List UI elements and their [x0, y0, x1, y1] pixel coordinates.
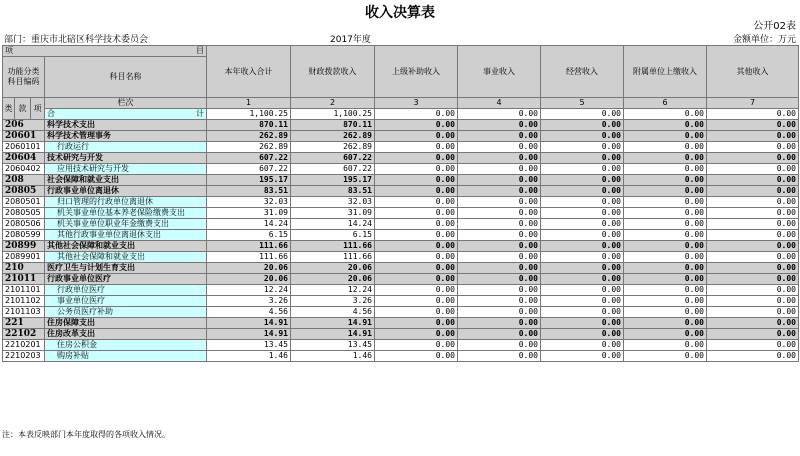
table-row [3, 274, 799, 285]
table-row [3, 120, 799, 131]
row-value-2: 3.26 [291, 296, 375, 307]
income-table [2, 45, 799, 362]
total-label [45, 109, 207, 120]
row-subject-name: 公务员医疗补助 [45, 307, 207, 318]
row-value-3: 0.00 [375, 164, 458, 175]
row-value-1: 111.66 [207, 252, 291, 263]
row-value-1: 3.26 [207, 296, 291, 307]
row-value-2: 111.66 [291, 252, 375, 263]
row-subject-name: 购房补贴 [45, 351, 207, 362]
row-value-3: 0.00 [375, 175, 458, 186]
row-code: 2080505 [3, 208, 45, 219]
row-value-7: 0.00 [707, 263, 799, 274]
row-value-1: 14.91 [207, 329, 291, 340]
row-code: 2080506 [3, 219, 45, 230]
row-value-3: 0.00 [375, 197, 458, 208]
total-ji: 计 [196, 109, 204, 118]
row-code: 221 [3, 318, 45, 329]
table-row [3, 263, 799, 274]
header-func-code: 功能分类科目编码 [3, 57, 45, 98]
row-value-1: 14.91 [207, 318, 291, 329]
header-xiang2: 项 [31, 98, 45, 120]
row-value-2: 14.91 [291, 318, 375, 329]
header-col-6: 附属单位上缴收入 [624, 46, 707, 98]
row-value-5: 0.00 [541, 186, 624, 197]
row-code: 2101102 [3, 296, 45, 307]
colnum-2: 2 [291, 98, 375, 109]
row-value-3: 0.00 [375, 219, 458, 230]
row-value-5: 0.00 [541, 120, 624, 131]
row-value-1: 20.06 [207, 274, 291, 285]
table-row [3, 131, 799, 142]
row-value-6: 0.00 [624, 329, 707, 340]
total-he: 合 [47, 109, 55, 118]
row-value-5: 0.00 [541, 230, 624, 241]
row-value-1: 83.51 [207, 186, 291, 197]
row-value-3: 0.00 [375, 208, 458, 219]
row-value-6: 0.00 [624, 307, 707, 318]
row-value-1: 607.22 [207, 153, 291, 164]
row-value-5: 0.00 [541, 252, 624, 263]
row-value-4: 0.00 [458, 329, 541, 340]
meta-row [4, 32, 796, 44]
row-value-6: 0.00 [624, 263, 707, 274]
header-kuan: 款 [15, 98, 31, 120]
row-value-5: 0.00 [541, 164, 624, 175]
header-row-top [3, 46, 799, 57]
row-value-7: 0.00 [707, 175, 799, 186]
row-value-7: 0.00 [707, 208, 799, 219]
total-value-7: 0.00 [707, 109, 799, 120]
row-value-3: 0.00 [375, 285, 458, 296]
total-value-1: 1,100.25 [207, 109, 291, 120]
row-value-5: 0.00 [541, 142, 624, 153]
row-value-4: 0.00 [458, 120, 541, 131]
row-value-4: 0.00 [458, 219, 541, 230]
row-subject-name: 其他社会保障和就业支出 [45, 252, 207, 263]
row-value-7: 0.00 [707, 153, 799, 164]
row-subject-name: 行政单位医疗 [45, 285, 207, 296]
table-row [3, 351, 799, 362]
row-value-7: 0.00 [707, 230, 799, 241]
row-value-5: 0.00 [541, 340, 624, 351]
footnote: 注：本表反映部门本年度取得的各项收入情况。 [2, 430, 170, 439]
row-value-6: 0.00 [624, 219, 707, 230]
table-row [3, 142, 799, 153]
header-xiang: 项 [5, 46, 13, 55]
row-value-1: 195.17 [207, 175, 291, 186]
row-value-4: 0.00 [458, 175, 541, 186]
fiscal-year: 2017年度 [330, 35, 371, 45]
row-value-5: 0.00 [541, 318, 624, 329]
row-code: 2101101 [3, 285, 45, 296]
row-value-4: 0.00 [458, 307, 541, 318]
table-row [3, 318, 799, 329]
row-code: 22102 [3, 329, 45, 340]
row-code: 206 [3, 120, 45, 131]
row-value-6: 0.00 [624, 252, 707, 263]
row-value-4: 0.00 [458, 142, 541, 153]
row-subject-name: 医疗卫生与计划生育支出 [45, 263, 207, 274]
row-code: 20899 [3, 241, 45, 252]
row-subject-name: 住房公积金 [45, 340, 207, 351]
row-code: 2210201 [3, 340, 45, 351]
row-value-3: 0.00 [375, 153, 458, 164]
row-code: 2060101 [3, 142, 45, 153]
row-value-6: 0.00 [624, 351, 707, 362]
report-title: 收入决算表 [365, 5, 435, 21]
table-row [3, 175, 799, 186]
department-label: 部门：重庆市北碚区科学技术委员会 [4, 35, 149, 45]
table-row [3, 307, 799, 318]
row-value-5: 0.00 [541, 351, 624, 362]
row-value-3: 0.00 [375, 351, 458, 362]
row-value-7: 0.00 [707, 329, 799, 340]
row-value-4: 0.00 [458, 274, 541, 285]
row-value-4: 0.00 [458, 186, 541, 197]
row-value-2: 195.17 [291, 175, 375, 186]
row-value-2: 31.09 [291, 208, 375, 219]
row-value-7: 0.00 [707, 318, 799, 329]
row-value-1: 20.06 [207, 263, 291, 274]
row-value-5: 0.00 [541, 197, 624, 208]
row-value-5: 0.00 [541, 153, 624, 164]
amount-unit: 金额单位：万元 [732, 35, 796, 45]
header-xiang-mu [3, 46, 207, 57]
row-value-7: 0.00 [707, 241, 799, 252]
row-value-4: 0.00 [458, 252, 541, 263]
row-value-1: 4.56 [207, 307, 291, 318]
row-value-4: 0.00 [458, 296, 541, 307]
row-value-3: 0.00 [375, 186, 458, 197]
row-subject-name: 归口管理的行政单位离退休 [45, 197, 207, 208]
row-value-4: 0.00 [458, 340, 541, 351]
row-value-4: 0.00 [458, 197, 541, 208]
table-row [3, 153, 799, 164]
row-code: 21011 [3, 274, 45, 285]
row-subject-name: 行政运行 [45, 142, 207, 153]
row-code: 2101103 [3, 307, 45, 318]
row-value-7: 0.00 [707, 340, 799, 351]
total-row [3, 109, 799, 120]
row-value-3: 0.00 [375, 241, 458, 252]
row-code: 2210203 [3, 351, 45, 362]
row-value-7: 0.00 [707, 252, 799, 263]
header-subject-name: 科目名称 [45, 57, 207, 98]
row-value-1: 14.24 [207, 219, 291, 230]
row-subject-name: 社会保障和就业支出 [45, 175, 207, 186]
row-value-7: 0.00 [707, 164, 799, 175]
row-value-2: 262.89 [291, 142, 375, 153]
row-subject-name: 科学技术管理事务 [45, 131, 207, 142]
row-value-6: 0.00 [624, 120, 707, 131]
table-row [3, 252, 799, 263]
colnum-7: 7 [707, 98, 799, 109]
row-value-3: 0.00 [375, 296, 458, 307]
colnum-4: 4 [458, 98, 541, 109]
table-row [3, 329, 799, 340]
row-subject-name: 应用技术研究与开发 [45, 164, 207, 175]
row-value-1: 1.46 [207, 351, 291, 362]
row-value-6: 0.00 [624, 153, 707, 164]
row-value-2: 14.91 [291, 329, 375, 340]
header-col-2: 财政拨款收入 [291, 46, 375, 98]
row-value-5: 0.00 [541, 307, 624, 318]
row-value-2: 32.03 [291, 197, 375, 208]
row-code: 208 [3, 175, 45, 186]
row-value-6: 0.00 [624, 142, 707, 153]
row-code: 2089901 [3, 252, 45, 263]
row-value-2: 13.45 [291, 340, 375, 351]
row-value-1: 870.11 [207, 120, 291, 131]
row-subject-name: 其他社会保障和就业支出 [45, 241, 207, 252]
row-code: 2080599 [3, 230, 45, 241]
row-subject-name: 行政事业单位医疗 [45, 274, 207, 285]
total-value-5: 0.00 [541, 109, 624, 120]
colnum-3: 3 [375, 98, 458, 109]
row-code: 20601 [3, 131, 45, 142]
total-value-4: 0.00 [458, 109, 541, 120]
row-subject-name: 技术研究与开发 [45, 153, 207, 164]
row-code: 210 [3, 263, 45, 274]
row-subject-name: 住房保障支出 [45, 318, 207, 329]
row-value-3: 0.00 [375, 252, 458, 263]
data-rows [3, 120, 799, 362]
row-value-3: 0.00 [375, 263, 458, 274]
row-value-1: 32.03 [207, 197, 291, 208]
row-value-1: 262.89 [207, 131, 291, 142]
row-value-7: 0.00 [707, 274, 799, 285]
header-col-5: 经营收入 [541, 46, 624, 98]
row-value-5: 0.00 [541, 274, 624, 285]
table-row [3, 219, 799, 230]
row-value-5: 0.00 [541, 296, 624, 307]
total-value-6: 0.00 [624, 109, 707, 120]
table-row [3, 186, 799, 197]
row-value-4: 0.00 [458, 263, 541, 274]
row-value-4: 0.00 [458, 230, 541, 241]
row-value-6: 0.00 [624, 230, 707, 241]
row-code: 2080501 [3, 197, 45, 208]
row-value-7: 0.00 [707, 219, 799, 230]
row-value-2: 12.24 [291, 285, 375, 296]
row-value-4: 0.00 [458, 241, 541, 252]
table-row [3, 197, 799, 208]
row-value-3: 0.00 [375, 318, 458, 329]
row-value-4: 0.00 [458, 351, 541, 362]
row-subject-name: 科学技术支出 [45, 120, 207, 131]
total-value-3: 0.00 [375, 109, 458, 120]
row-value-6: 0.00 [624, 296, 707, 307]
header-col-1: 本年收入合计 [207, 46, 291, 98]
row-value-7: 0.00 [707, 307, 799, 318]
row-value-3: 0.00 [375, 131, 458, 142]
row-value-6: 0.00 [624, 175, 707, 186]
row-value-2: 20.06 [291, 263, 375, 274]
row-value-3: 0.00 [375, 329, 458, 340]
row-value-6: 0.00 [624, 208, 707, 219]
colnum-1: 1 [207, 98, 291, 109]
row-value-3: 0.00 [375, 340, 458, 351]
table-row [3, 230, 799, 241]
row-value-7: 0.00 [707, 142, 799, 153]
row-value-5: 0.00 [541, 329, 624, 340]
row-subject-name: 行政事业单位离退休 [45, 186, 207, 197]
total-value-2: 1,100.25 [291, 109, 375, 120]
table-row [3, 296, 799, 307]
row-subject-name: 机关事业单位职业年金缴费支出 [45, 219, 207, 230]
row-value-5: 0.00 [541, 175, 624, 186]
row-value-2: 4.56 [291, 307, 375, 318]
row-value-2: 1.46 [291, 351, 375, 362]
row-value-1: 111.66 [207, 241, 291, 252]
row-value-6: 0.00 [624, 340, 707, 351]
row-value-5: 0.00 [541, 241, 624, 252]
table-row [3, 208, 799, 219]
table-row [3, 164, 799, 175]
row-value-6: 0.00 [624, 164, 707, 175]
row-value-4: 0.00 [458, 153, 541, 164]
row-value-7: 0.00 [707, 186, 799, 197]
row-value-1: 13.45 [207, 340, 291, 351]
row-value-2: 83.51 [291, 186, 375, 197]
header-col-4: 事业收入 [458, 46, 541, 98]
row-value-1: 607.22 [207, 164, 291, 175]
row-value-7: 0.00 [707, 296, 799, 307]
row-value-2: 111.66 [291, 241, 375, 252]
row-value-1: 12.24 [207, 285, 291, 296]
row-subject-name: 事业单位医疗 [45, 296, 207, 307]
header-lei: 类 [3, 98, 15, 120]
row-value-4: 0.00 [458, 208, 541, 219]
row-value-4: 0.00 [458, 164, 541, 175]
row-value-4: 0.00 [458, 131, 541, 142]
row-value-5: 0.00 [541, 131, 624, 142]
table-row [3, 241, 799, 252]
row-subject-name: 机关事业单位基本养老保险缴费支出 [45, 208, 207, 219]
row-value-2: 262.89 [291, 131, 375, 142]
row-value-7: 0.00 [707, 197, 799, 208]
colnum-5: 5 [541, 98, 624, 109]
row-value-3: 0.00 [375, 120, 458, 131]
header-row-lanci [3, 98, 799, 109]
row-value-2: 14.24 [291, 219, 375, 230]
row-code: 2060402 [3, 164, 45, 175]
row-value-6: 0.00 [624, 241, 707, 252]
row-value-5: 0.00 [541, 263, 624, 274]
table-row [3, 285, 799, 296]
row-value-2: 20.06 [291, 274, 375, 285]
row-value-5: 0.00 [541, 219, 624, 230]
row-value-2: 607.22 [291, 153, 375, 164]
row-subject-name: 其他行政事业单位离退休支出 [45, 230, 207, 241]
row-value-6: 0.00 [624, 186, 707, 197]
row-value-3: 0.00 [375, 307, 458, 318]
row-value-1: 6.15 [207, 230, 291, 241]
form-code: 公开02表 [753, 21, 796, 32]
table-row [3, 340, 799, 351]
row-subject-name: 住房改革支出 [45, 329, 207, 340]
row-value-2: 607.22 [291, 164, 375, 175]
header-lanci: 栏次 [45, 98, 207, 109]
row-value-2: 6.15 [291, 230, 375, 241]
header-col-7: 其他收入 [707, 46, 799, 98]
row-value-7: 0.00 [707, 131, 799, 142]
colnum-6: 6 [624, 98, 707, 109]
row-value-5: 0.00 [541, 208, 624, 219]
header-mu: 目 [196, 46, 204, 55]
row-value-3: 0.00 [375, 230, 458, 241]
row-value-4: 0.00 [458, 318, 541, 329]
row-value-2: 870.11 [291, 120, 375, 131]
row-value-7: 0.00 [707, 351, 799, 362]
row-value-4: 0.00 [458, 285, 541, 296]
row-value-5: 0.00 [541, 285, 624, 296]
row-value-1: 262.89 [207, 142, 291, 153]
row-value-3: 0.00 [375, 274, 458, 285]
row-value-7: 0.00 [707, 285, 799, 296]
row-value-6: 0.00 [624, 318, 707, 329]
row-code: 20604 [3, 153, 45, 164]
row-value-6: 0.00 [624, 131, 707, 142]
row-value-6: 0.00 [624, 274, 707, 285]
row-value-6: 0.00 [624, 197, 707, 208]
row-value-1: 31.09 [207, 208, 291, 219]
row-value-7: 0.00 [707, 120, 799, 131]
row-code: 20805 [3, 186, 45, 197]
header-col-3: 上级补助收入 [375, 46, 458, 98]
row-value-3: 0.00 [375, 142, 458, 153]
row-value-6: 0.00 [624, 285, 707, 296]
